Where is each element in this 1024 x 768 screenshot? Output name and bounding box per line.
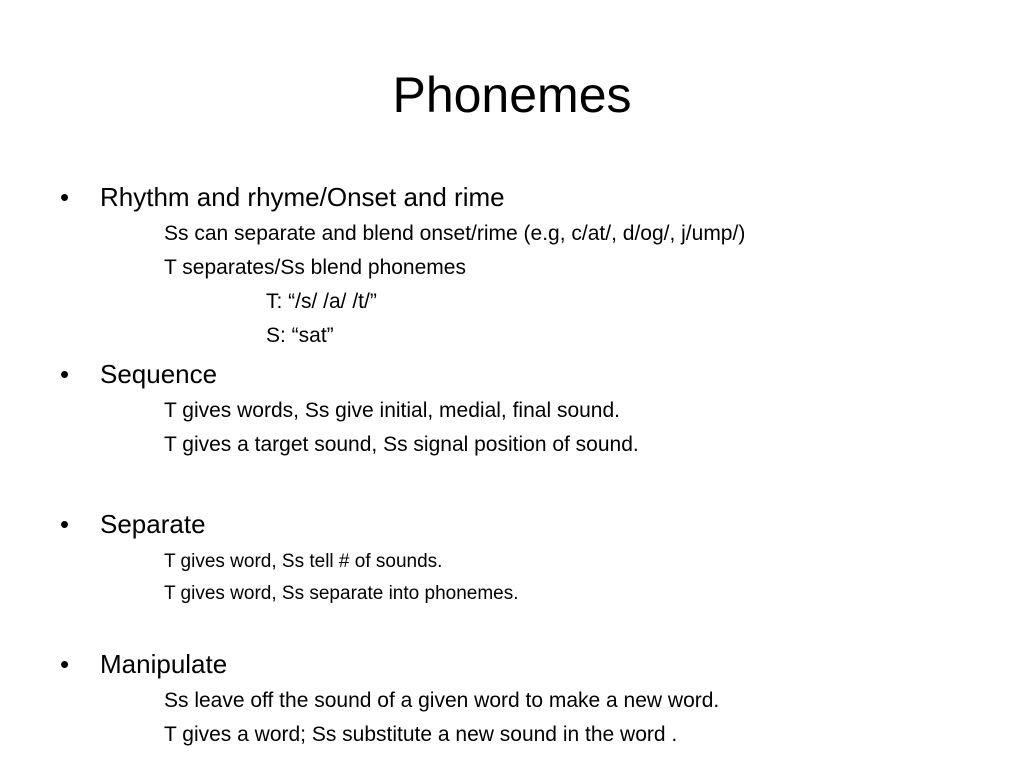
sub-line: T gives a target sound, Ss signal position of sound. (164, 433, 639, 456)
bullet-heading: Manipulate (100, 649, 228, 679)
bullet-dot: • (60, 359, 70, 389)
sub-line-example: T: “/s/ /a/ /t/” (266, 290, 377, 313)
sub-line-example: S: “sat” (266, 324, 334, 347)
slide-title: Phonemes (392, 67, 632, 123)
bullet-dot: • (60, 509, 70, 539)
sub-line: T separates/Ss blend phonemes (164, 256, 466, 279)
bullet-dot: • (60, 182, 70, 212)
sub-line: Ss can separate and blend onset/rime (e.g, c/at/, d/og/, j/ump/) (164, 222, 746, 245)
sub-line: T gives words, Ss give initial, medial, final sound. (164, 399, 620, 422)
sub-line: Ss leave off the sound of a given word to make a new word. (164, 689, 720, 712)
bullet-heading: Separate (100, 509, 206, 539)
sub-line: T gives word, Ss tell # of sounds. (164, 551, 443, 572)
bullet-heading: Sequence (100, 359, 218, 389)
bullet-heading: Rhythm and rhyme/Onset and rime (100, 182, 505, 212)
sub-line: T gives word, Ss separate into phonemes. (164, 583, 519, 604)
sub-line: T gives a word; Ss substitute a new sound in the word . (164, 723, 678, 746)
bullet-dot: • (60, 649, 70, 679)
